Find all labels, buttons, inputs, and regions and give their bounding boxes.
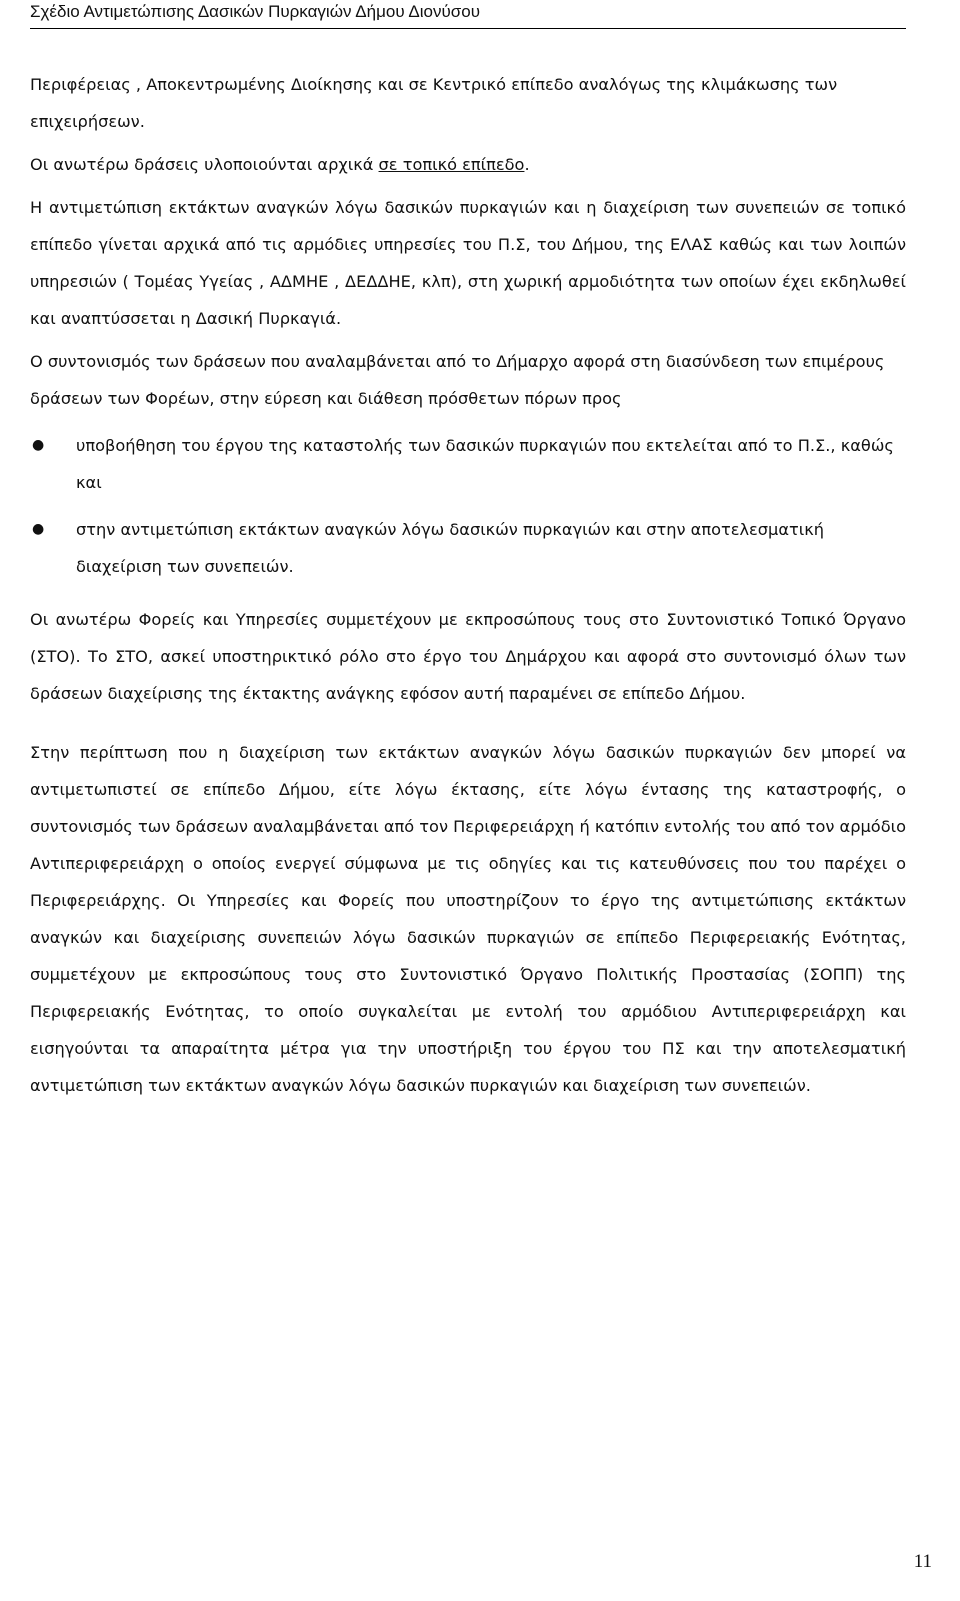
bullet-text-1: υποβοήθηση του έργου της καταστολής των δασικών πυρκαγιών που εκτελείται από το Π.Σ., καθώς και xyxy=(76,436,894,492)
bullet-icon: ● xyxy=(32,521,45,537)
bullet-item-2 xyxy=(30,511,906,585)
bullet-text-2: στην αντιμετώπιση εκτάκτων αναγκών λόγω δασικών πυρκαγιών και στην αποτελεσματική διαχείριση των συνεπειών. xyxy=(76,520,825,576)
page-number: 11 xyxy=(913,1551,932,1572)
paragraph-2 xyxy=(30,146,906,183)
paragraph-5: Οι ανωτέρω Φορείς και Υπηρεσίες συμμετέχουν με εκπροσώπους τους στο Συντονιστικό Τοπικό Όργανο (ΣΤΟ). Το ΣΤΟ, ασκεί υποστηρικτικό ρόλο στο έργο του Δημάρχου και αφορά στο συντονισμό όλων των δράσεων διαχείρισης της έκτακτης ανάγκης εφόσον αυτή παραμένει σε επίπεδο Δήμου. xyxy=(30,610,906,703)
paragraph-2-text: Οι ανωτέρω δράσεις υλοποιούνται αρχικά xyxy=(30,155,379,174)
document-body xyxy=(30,66,906,1104)
page-header xyxy=(30,0,906,29)
paragraph-6: Στην περίπτωση που η διαχείριση των εκτάκτων αναγκών λόγω δασικών πυρκαγιών δεν μπορεί να αντιμετωπιστεί σε επίπεδο Δήμου, είτε λόγω έκτασης, είτε λόγω έντασης της καταστροφής, ο συντονισμός των δράσεων αναλαμβάνεται από τον Περιφερειάρχη ή κατόπιν εντολής του από τον αρμόδιο Αντιπεριφερειάρχη ο οποίος ενεργεί σύμφωνα με τις οδηγίες και τις κατευθύνσεις που του παρέχει ο Περιφερειάρχης. Οι Υπηρεσίες και Φορείς που υποστηρίζουν το έργο της αντιμετώπισης εκτάκτων αναγκών και διαχείρισης συνεπειών λόγω δασικών πυρκαγιών σε επίπεδο Περιφερειακής Ενότητας, συμμετέχουν με εκπροσώπους τους στο Συντονιστικό Όργανο Πολιτικής Προστασίας (ΣΟΠΠ) της Περιφερειακής Ενότητας, το οποίο συγκαλείται με εντολή του αρμόδιου Αντιπεριφερειάρχη και εισηγούνται τα απαραίτητα μέτρα για την υποστήριξη του έργου του ΠΣ και την αποτελεσματική αντιμετώπιση των εκτάκτων αναγκών λόγω δασικών πυρκαγιών και διαχείριση των συνεπειών. xyxy=(30,743,906,1095)
header-title: Σχέδιο Αντιμετώπισης Δασικών Πυρκαγιών Δήμου Διονύσου xyxy=(30,2,481,21)
paragraph-2-end: . xyxy=(524,155,530,174)
bullet-icon: ● xyxy=(32,437,45,453)
bullet-item-1 xyxy=(30,427,906,501)
paragraph-3: Η αντιμετώπιση εκτάκτων αναγκών λόγω δασικών πυρκαγιών και η διαχείριση των συνεπειών σε τοπικό επίπεδο γίνεται αρχικά από τις αρμόδιες υπηρεσίες του Π.Σ, του Δήμου, της ΕΛΑΣ καθώς και των λοιπών υπηρεσιών ( Τομέας Υγείας , ΑΔΜΗΕ , ΔΕΔΔΗΕ, κλπ), στη χωρική αρμοδιότητα των οποίων έχει εκδηλωθεί και αναπτύσσεται η Δασική Πυρκαγιά. xyxy=(30,198,906,328)
paragraph-4: Ο συντονισμός των δράσεων που αναλαμβάνεται από το Δήμαρχο αφορά στη διασύνδεση των επιμέρους δράσεων των Φορέων, στην εύρεση και διάθεση πρόσθετων πόρων προς xyxy=(30,352,885,408)
paragraph-1: Περιφέρειας , Αποκεντρωμένης Διοίκησης και σε Κεντρικό επίπεδο αναλόγως της κλιμάκωσης των επιχειρήσεων. xyxy=(30,75,838,131)
paragraph-2-underlined: σε τοπικό επίπεδο xyxy=(378,155,525,174)
